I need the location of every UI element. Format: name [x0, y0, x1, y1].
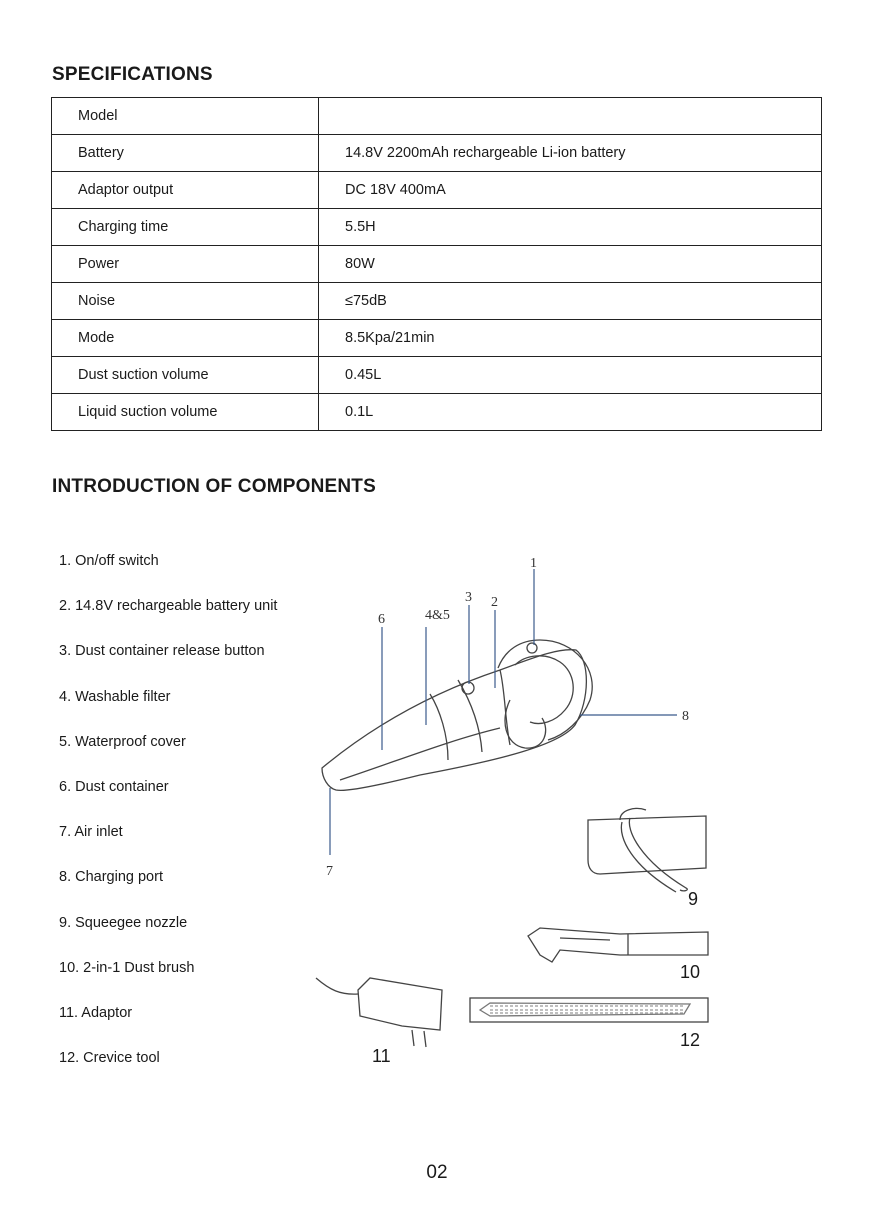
crevice-tool-illustration: [470, 998, 708, 1022]
callout-10: 10: [680, 962, 701, 982]
list-item: 2. 14.8V rechargeable battery unit: [59, 598, 278, 615]
callout-7: 7: [326, 864, 333, 879]
spec-value: 0.45L: [319, 357, 822, 394]
spec-label: Battery: [52, 135, 319, 172]
adaptor-illustration: [316, 978, 442, 1047]
list-item: 6. Dust container: [59, 778, 169, 795]
table-row: [52, 246, 822, 283]
spec-value: [319, 98, 822, 135]
list-item: 8. Charging port: [59, 869, 163, 886]
spec-value: 14.8V 2200mAh rechargeable Li-ion battery: [319, 135, 822, 172]
spec-label: Dust suction volume: [52, 357, 319, 394]
callout-9: 9: [688, 889, 699, 909]
list-item: 1. On/off switch: [59, 553, 159, 569]
page-number: 02: [426, 1162, 448, 1183]
squeegee-nozzle-illustration: [588, 808, 706, 892]
spec-value: 0.1L: [319, 394, 822, 431]
callout-8: 8: [682, 709, 689, 724]
list-item: 5. Waterproof cover: [59, 733, 186, 750]
specifications-heading: SPECIFICATIONS: [52, 64, 213, 85]
list-item: 7. Air inlet: [59, 824, 123, 841]
list-item: 10. 2-in-1 Dust brush: [59, 959, 195, 976]
spec-value: 5.5H: [319, 209, 822, 246]
list-item: 11. Adaptor: [59, 1004, 133, 1021]
list-item: 3. Dust container release button: [59, 643, 265, 660]
spec-label: Mode: [52, 320, 319, 357]
callout-4-5: 4&5: [425, 608, 450, 623]
list-item: 9. Squeegee nozzle: [59, 914, 188, 931]
spec-label: Liquid suction volume: [52, 394, 319, 431]
table-row: [52, 320, 822, 357]
table-row: [52, 283, 822, 320]
table-row: [52, 209, 822, 246]
spec-label: Noise: [52, 283, 319, 320]
table-row: [52, 172, 822, 209]
dust-brush-illustration: [528, 928, 708, 962]
specifications-table: [51, 97, 822, 431]
callout-1: 1: [530, 556, 537, 571]
spec-value: ≤75dB: [319, 283, 822, 320]
spec-label: Power: [52, 246, 319, 283]
callout-2: 2: [491, 595, 498, 610]
vacuum-illustration: [322, 640, 592, 790]
callout-12: 12: [680, 1030, 701, 1050]
callout-6: 6: [378, 612, 385, 627]
callout-3: 3: [465, 590, 472, 605]
spec-label: Charging time: [52, 209, 319, 246]
table-row: [52, 98, 822, 135]
table-row: [52, 357, 822, 394]
list-item: 12. Crevice tool: [59, 1050, 160, 1067]
spec-value: 8.5Kpa/21min: [319, 320, 822, 357]
callout-11: 11: [372, 1046, 391, 1066]
spec-label: Adaptor output: [52, 172, 319, 209]
components-diagram: [0, 540, 874, 1080]
table-row: [52, 394, 822, 431]
spec-label: Model: [52, 98, 319, 135]
components-heading: INTRODUCTION OF COMPONENTS: [52, 476, 376, 497]
list-item: 4. Washable filter: [59, 688, 171, 705]
table-row: [52, 135, 822, 172]
spec-value: 80W: [319, 246, 822, 283]
spec-value: DC 18V 400mA: [319, 172, 822, 209]
